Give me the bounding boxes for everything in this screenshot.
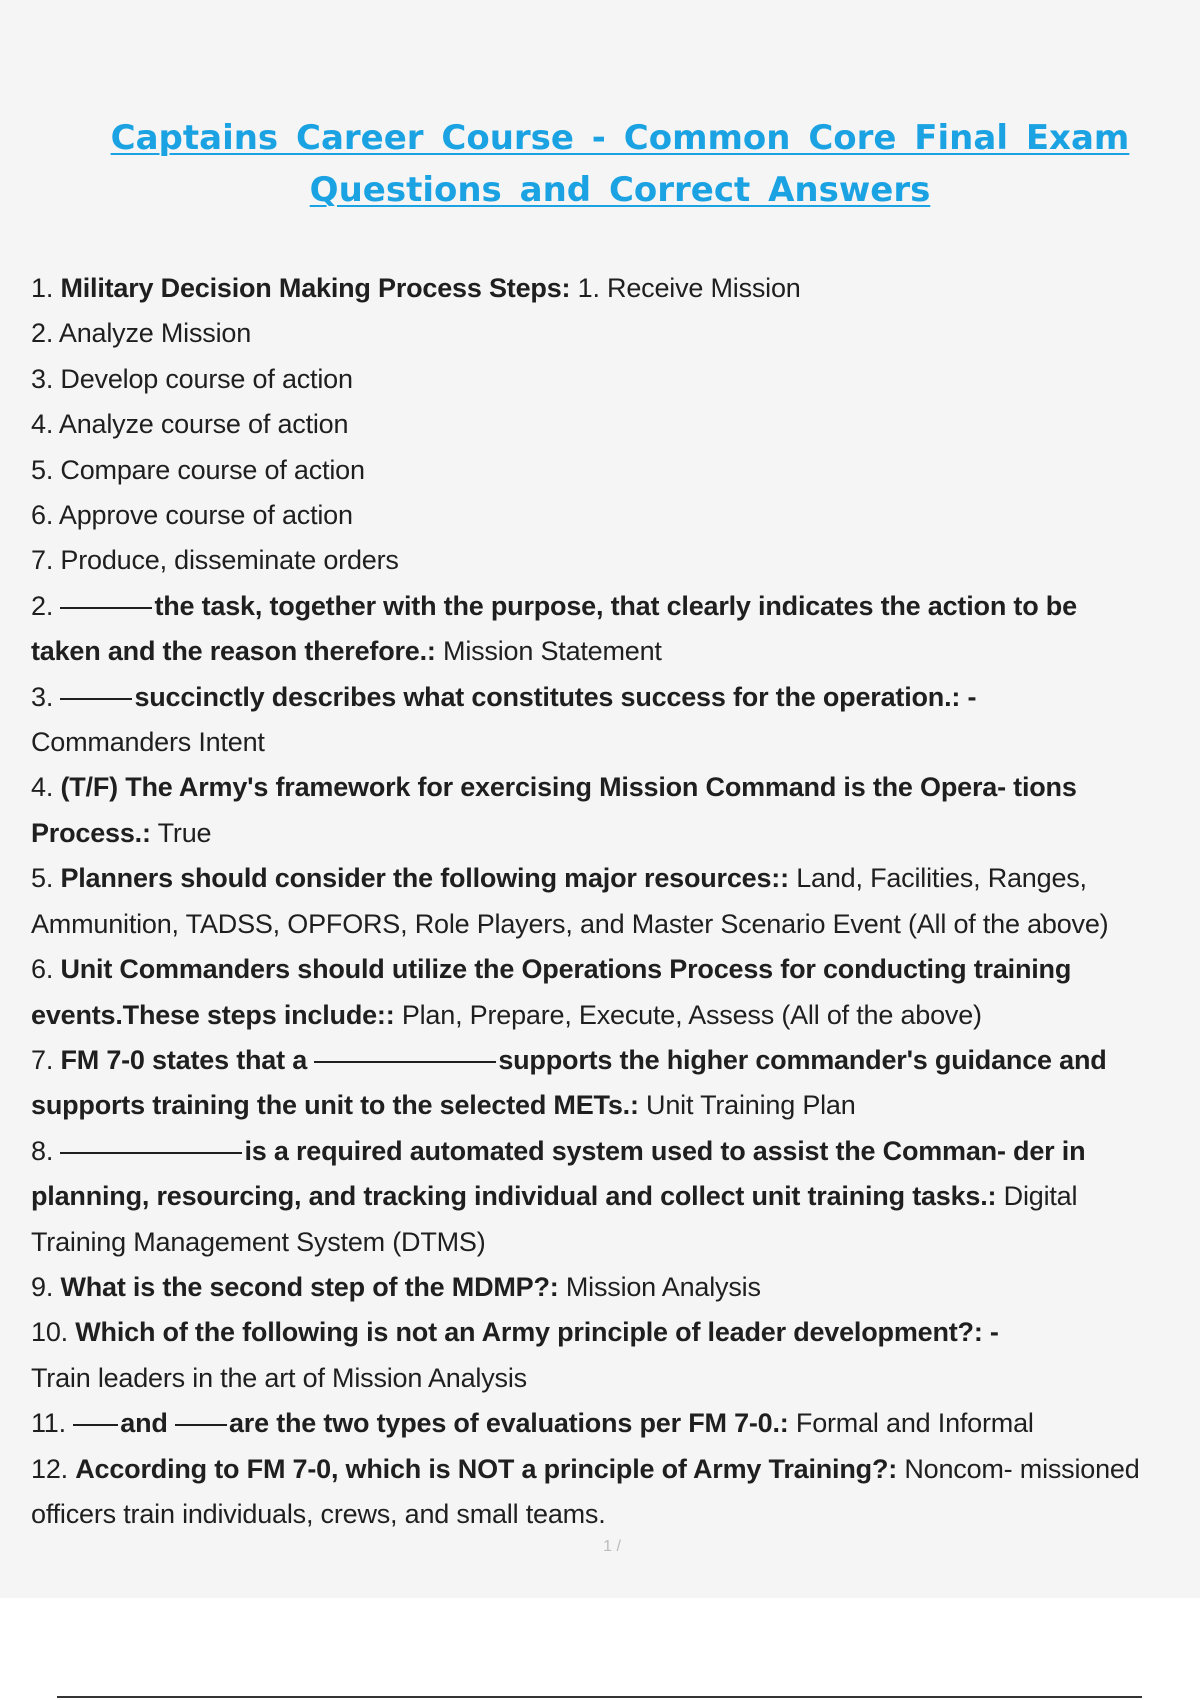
title-line-2: Questions and Correct Answers — [309, 170, 931, 210]
question-text: Process.: — [31, 817, 151, 848]
qa-item-11 — [31, 1401, 1197, 1446]
page-divider — [57, 1696, 1142, 1698]
mdmp-step: 4. Analyze course of action — [31, 409, 349, 440]
question-text: What is the second step of the MDMP?: — [60, 1271, 559, 1302]
item-number: 9. — [31, 1271, 54, 1302]
item-number: 12. — [31, 1453, 68, 1484]
question-text: FM 7-0 states that a — [60, 1044, 308, 1075]
answer-text: Plan, Prepare, Execute, Assess (All of the above) — [401, 999, 982, 1030]
answer-text: Train leaders in the art of Mission Analysis — [31, 1362, 527, 1393]
fill-in-blank — [60, 1151, 242, 1154]
title-line-1: Captains Career Course - Common Core Final Exam — [110, 118, 1130, 158]
question-text: Military Decision Making Process Steps: — [60, 273, 571, 303]
mdmp-step: 5. Compare course of action — [31, 454, 365, 485]
answer-text: Training Management System (DTMS) — [31, 1226, 486, 1257]
answer-text: Formal and Informal — [795, 1408, 1034, 1439]
qa-item-6-cont — [31, 993, 1197, 1038]
answer-text: True — [157, 817, 212, 848]
question-text: supports training the unit to the selected METs.: — [31, 1090, 639, 1121]
fill-in-blank — [73, 1423, 118, 1426]
question-text: (T/F) The Army's framework for exercising Mission Command is the Opera- tions — [60, 772, 1077, 803]
mdmp-step: 6. Approve course of action — [31, 500, 353, 531]
qa-item-5 — [31, 856, 1197, 901]
question-text: Unit Commanders should utilize the Operations Process for conducting training — [60, 954, 1072, 985]
page-number: 1 / — [603, 1538, 621, 1555]
answer-text: Noncom- missioned — [904, 1453, 1140, 1484]
answer-text: Mission Analysis — [565, 1271, 761, 1302]
qa-item-8 — [31, 1129, 1197, 1174]
answer-text: 1. Receive Mission — [577, 273, 801, 303]
answer-text: Commanders Intent — [31, 727, 265, 758]
item-number: 3. — [31, 681, 54, 712]
question-text: are the two types of evaluations per FM 7-0.: — [228, 1408, 789, 1439]
item-number: 10. — [31, 1317, 68, 1348]
answer-text: Unit Training Plan — [646, 1090, 856, 1121]
question-text: taken and the reason therefore.: — [31, 636, 436, 667]
document-title — [0, 112, 1200, 216]
fill-in-blank — [314, 1060, 496, 1063]
answer-text: Ammunition, TADSS, OPFORS, Role Players, and Master Scenario Event (All of the above) — [31, 908, 1109, 939]
answer-text: Mission Statement — [443, 636, 662, 667]
item-number: 8. — [31, 1135, 54, 1166]
question-text: Which of the following is not an Army principle of leader development?: - — [75, 1317, 999, 1348]
question-text: Planners should consider the following major resources:: — [60, 863, 789, 894]
question-text: supports the higher commander's guidance and — [498, 1044, 1107, 1075]
item-number: 4. — [31, 772, 54, 803]
answer-text: Land, Facilities, Ranges, — [796, 863, 1087, 894]
qa-item-3 — [31, 675, 1197, 720]
question-text: is a required automated system used to assist the Comman- der in — [244, 1135, 1086, 1166]
qa-item-6 — [31, 947, 1197, 992]
item-number: 1. — [31, 273, 54, 303]
mdmp-step: 2. Analyze Mission — [31, 318, 252, 349]
answer-text: officers train individuals, crews, and small teams. — [31, 1498, 606, 1529]
qa-item-7-cont — [31, 1083, 1197, 1128]
qa-item-2 — [31, 584, 1197, 629]
qa-list — [31, 266, 1197, 1537]
qa-item-4 — [31, 765, 1197, 810]
item-number: 2. — [31, 590, 54, 621]
item-number: 5. — [31, 863, 54, 894]
question-text: the task, together with the purpose, that clearly indicates the action to be — [154, 590, 1077, 621]
qa-item-4-cont — [31, 811, 1197, 856]
qa-item-10 — [31, 1310, 1197, 1355]
fill-in-blank — [60, 697, 132, 700]
question-text: According to FM 7-0, which is NOT a principle of Army Training?: — [75, 1453, 898, 1484]
qa-item-8-cont — [31, 1174, 1197, 1219]
question-text: succinctly describes what constitutes success for the operation.: - — [134, 681, 977, 712]
fill-in-blank — [60, 606, 152, 609]
qa-item-2-cont — [31, 629, 1197, 674]
item-number: 7. — [31, 1044, 54, 1075]
question-text: planning, resourcing, and tracking individual and collect unit training tasks.: — [31, 1181, 997, 1212]
item-number: 6. — [31, 954, 54, 985]
qa-item-9 — [31, 1265, 1197, 1310]
question-text: and — [120, 1408, 168, 1439]
qa-item-12 — [31, 1447, 1197, 1492]
qa-item-1 — [31, 266, 1197, 311]
mdmp-step: 7. Produce, disseminate orders — [31, 545, 399, 576]
qa-item-7 — [31, 1038, 1197, 1083]
fill-in-blank — [175, 1423, 227, 1426]
question-text: events.These steps include:: — [31, 999, 395, 1030]
item-number: 11. — [31, 1408, 66, 1439]
answer-text: Digital — [1003, 1181, 1078, 1212]
mdmp-step: 3. Develop course of action — [31, 363, 353, 394]
